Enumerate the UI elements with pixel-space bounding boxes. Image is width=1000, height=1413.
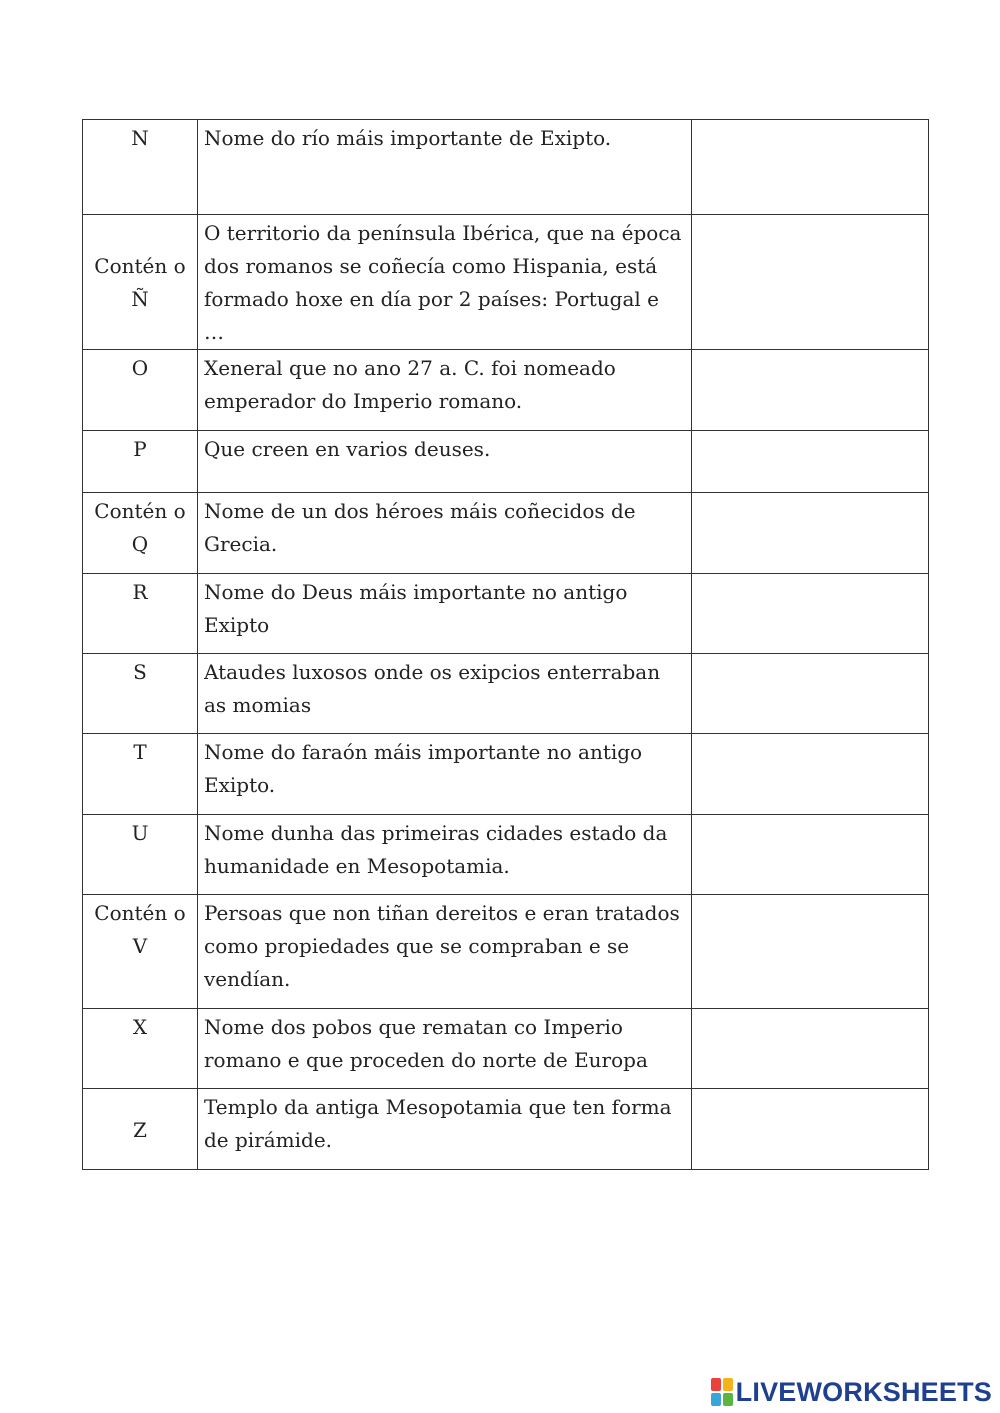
table-row bbox=[83, 1009, 929, 1089]
logo-tile bbox=[723, 1393, 733, 1406]
answer-cell bbox=[692, 350, 929, 431]
answer-input[interactable] bbox=[698, 352, 922, 373]
answer-cell bbox=[692, 431, 929, 493]
letter-cell: U bbox=[83, 815, 198, 895]
answer-cell bbox=[692, 1009, 929, 1089]
table-row bbox=[83, 815, 929, 895]
logo-tile bbox=[711, 1393, 721, 1406]
answer-cell bbox=[692, 574, 929, 654]
answer-input[interactable] bbox=[698, 217, 922, 238]
letter-cell: Z bbox=[83, 1089, 198, 1170]
table-row bbox=[83, 734, 929, 815]
clue-cell: Nome dos pobos que rematan co Imperio romano e que proceden do norte de Europa bbox=[198, 1009, 692, 1089]
clue-cell: Nome do faraón máis importante no antigo Exipto. bbox=[198, 734, 692, 815]
letter-cell: X bbox=[83, 1009, 198, 1089]
clue-cell: Nome do río máis importante de Exipto. bbox=[198, 120, 692, 215]
brand-text: LIVEWORKSHEETS bbox=[735, 1376, 992, 1407]
answer-input[interactable] bbox=[698, 1011, 922, 1032]
answer-input[interactable] bbox=[698, 656, 922, 677]
liveworksheets-brand bbox=[711, 1375, 992, 1409]
answer-input[interactable] bbox=[698, 817, 922, 838]
letter-cell: S bbox=[83, 654, 198, 734]
letter-cell: R bbox=[83, 574, 198, 654]
clue-cell: O territorio da península Ibérica, que na época dos romanos se coñecía como Hispania, está formado hoxe en día por 2 países: Portugal e … bbox=[198, 215, 692, 350]
answer-cell bbox=[692, 1089, 929, 1170]
answer-input[interactable] bbox=[698, 433, 922, 454]
clue-cell: Que creen en varios deuses. bbox=[198, 431, 692, 493]
table-row bbox=[83, 120, 929, 215]
clue-cell: Nome do Deus máis importante no antigo Exipto bbox=[198, 574, 692, 654]
answer-cell bbox=[692, 493, 929, 574]
clue-cell: Ataudes luxosos onde os exipcios enterraban as momias bbox=[198, 654, 692, 734]
letter-cell: P bbox=[83, 431, 198, 493]
table-row bbox=[83, 431, 929, 493]
letter-cell: T bbox=[83, 734, 198, 815]
logo-tile bbox=[711, 1378, 721, 1391]
answer-cell bbox=[692, 654, 929, 734]
answer-input[interactable] bbox=[698, 122, 922, 143]
table-row bbox=[83, 574, 929, 654]
table-row bbox=[83, 350, 929, 431]
answer-input[interactable] bbox=[698, 1091, 922, 1112]
clue-cell: Persoas que non tiñan dereitos e eran tratados como propiedades que se compraban e se vendían. bbox=[198, 895, 692, 1009]
table-row bbox=[83, 1089, 929, 1170]
logo-tile bbox=[723, 1378, 733, 1391]
letter-cell: Contén o Ñ bbox=[83, 215, 198, 350]
clue-cell: Nome dunha das primeiras cidades estado da humanidade en Mesopotamia. bbox=[198, 815, 692, 895]
liveworksheets-logo-icon bbox=[711, 1378, 733, 1406]
answer-cell bbox=[692, 815, 929, 895]
letter-cell: N bbox=[83, 120, 198, 215]
table-row bbox=[83, 654, 929, 734]
answer-input[interactable] bbox=[698, 736, 922, 757]
table-row bbox=[83, 493, 929, 574]
quiz-table bbox=[82, 119, 929, 1170]
table-row bbox=[83, 895, 929, 1009]
letter-cell: Contén o Q bbox=[83, 493, 198, 574]
answer-cell bbox=[692, 734, 929, 815]
letter-cell: Contén o V bbox=[83, 895, 198, 1009]
letter-cell: O bbox=[83, 350, 198, 431]
answer-cell bbox=[692, 895, 929, 1009]
clue-cell: Nome de un dos héroes máis coñecidos de Grecia. bbox=[198, 493, 692, 574]
answer-cell bbox=[692, 215, 929, 350]
clue-cell: Xeneral que no ano 27 a. C. foi nomeado emperador do Imperio romano. bbox=[198, 350, 692, 431]
answer-input[interactable] bbox=[698, 495, 922, 516]
table-row bbox=[83, 215, 929, 350]
answer-input[interactable] bbox=[698, 576, 922, 597]
answer-input[interactable] bbox=[698, 897, 922, 918]
answer-cell bbox=[692, 120, 929, 215]
clue-cell: Templo da antiga Mesopotamia que ten forma de pirámide. bbox=[198, 1089, 692, 1170]
